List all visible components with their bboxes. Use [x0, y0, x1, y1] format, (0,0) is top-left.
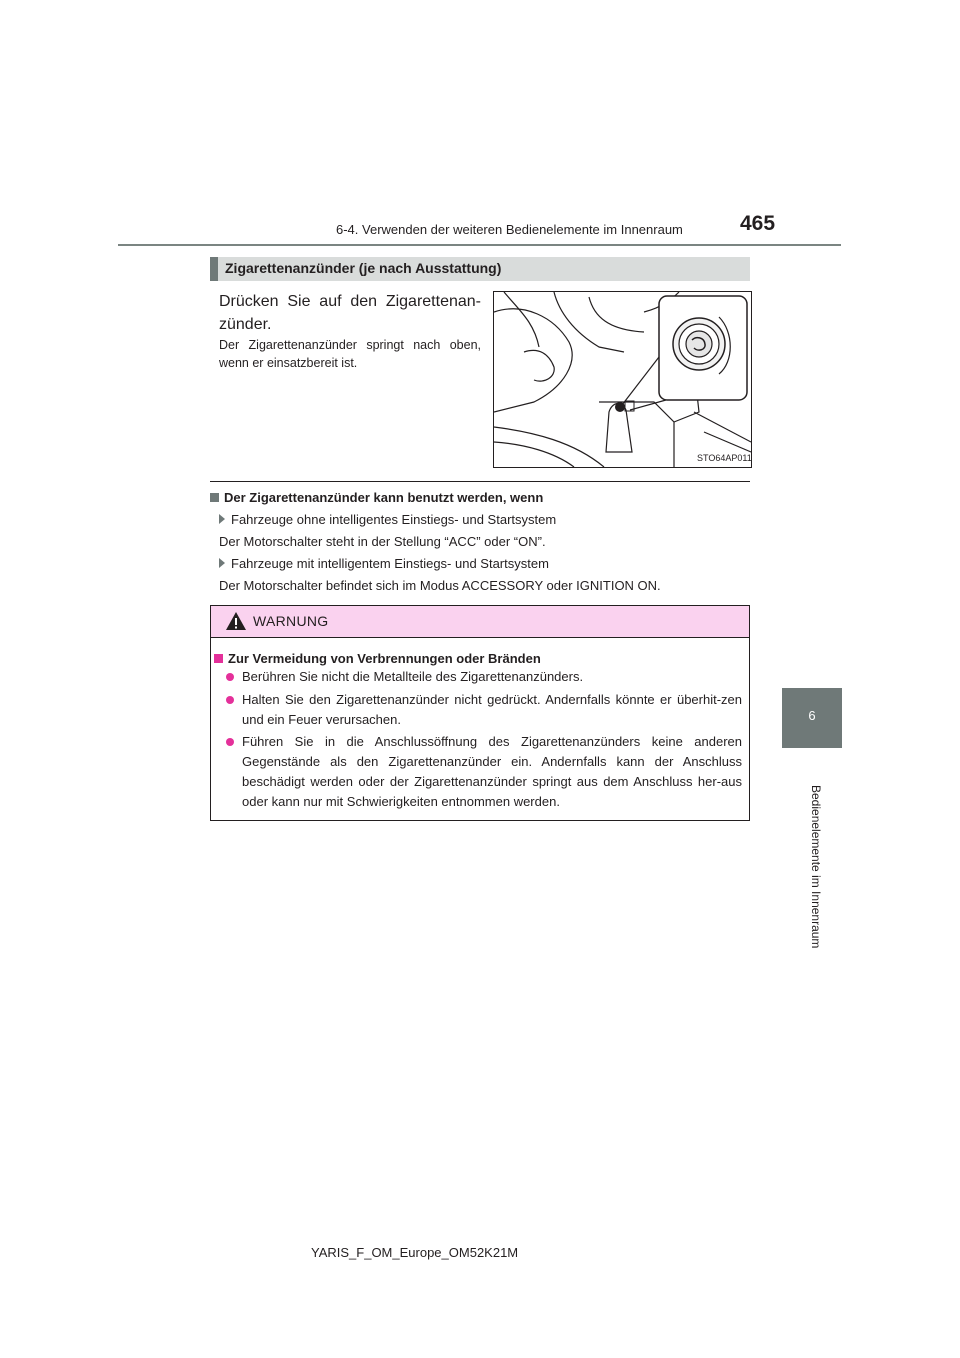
- conditions-heading-text: Der Zigarettenanzünder kann benutzt werden, wenn: [224, 490, 544, 505]
- section-title: Zigarettenanzünder (je nach Ausstattung): [225, 260, 502, 276]
- warning-item-text: Halten Sie den Zigarettenanzünder nicht gedrückt. Andernfalls könnte er überhit-zen und ein Feuer verursachen.: [242, 692, 742, 727]
- warning-item: [226, 690, 742, 730]
- warning-item-text: Berühren Sie nicht die Metallteile des Zigarettenanzünders.: [242, 669, 584, 684]
- page-number: 465: [740, 212, 776, 235]
- dashboard-drawing: [494, 292, 751, 467]
- warning-item: [226, 667, 742, 687]
- section-bar-accent: [210, 257, 218, 281]
- conditions-heading: [210, 490, 543, 505]
- warning-subheading: [214, 651, 541, 666]
- round-bullet-icon: [226, 738, 234, 746]
- triangle-bullet-icon: [219, 558, 225, 568]
- condition-description: Der Motorschalter befindet sich im Modus ACCESSORY oder IGNITION ON.: [219, 578, 661, 593]
- cigarette-lighter-illustration: [493, 291, 752, 468]
- condition-label: Fahrzeuge ohne intelligentes Einstiegs- und Startsystem: [231, 512, 557, 527]
- condition-item: [219, 512, 556, 527]
- illustration-code: STO64AP011: [697, 453, 752, 463]
- round-bullet-icon: [226, 673, 234, 681]
- warning-subheading-text: Zur Vermeidung von Verbrennungen oder Bränden: [228, 651, 541, 666]
- section-divider: [210, 481, 750, 482]
- square-bullet-icon: [210, 493, 219, 502]
- header-rule: [118, 244, 841, 246]
- warning-item: [226, 732, 742, 812]
- warning-triangle-icon: [225, 610, 247, 632]
- square-bullet-icon: [214, 654, 223, 663]
- warning-item-text: Führen Sie in die Anschlussöffnung des Zigarettenanzünders keine anderen Gegenstände als den Zigarettenanzünder ein. Andernfalls kann der Anschluss beschädigt werden oder der Zigarettenanzünder springt aus dem Anschluss her-aus oder kann nur mit Schwierigkeiten entnommen werden.: [242, 734, 742, 809]
- condition-item: [219, 556, 549, 571]
- header-title: 6-4. Verwenden der weiteren Bedienelemente im Innenraum: [336, 222, 683, 237]
- warning-label: WARNUNG: [253, 613, 329, 629]
- chapter-number: 6: [808, 708, 816, 723]
- chapter-title: Bedienelemente im Innenraum: [809, 785, 823, 949]
- instruction-text: Drücken Sie auf den Zigarettenan-zünder.: [219, 293, 481, 333]
- condition-label: Fahrzeuge mit intelligentem Einstiegs- und Startsystem: [231, 556, 549, 571]
- condition-description: Der Motorschalter steht in der Stellung “ACC” oder “ON”.: [219, 534, 546, 549]
- round-bullet-icon: [226, 696, 234, 704]
- triangle-bullet-icon: [219, 514, 225, 524]
- instruction-note: Der Zigarettenanzünder springt nach oben, wenn er einsatzbereit ist.: [219, 338, 481, 370]
- document-footer: YARIS_F_OM_Europe_OM52K21M: [311, 1245, 519, 1260]
